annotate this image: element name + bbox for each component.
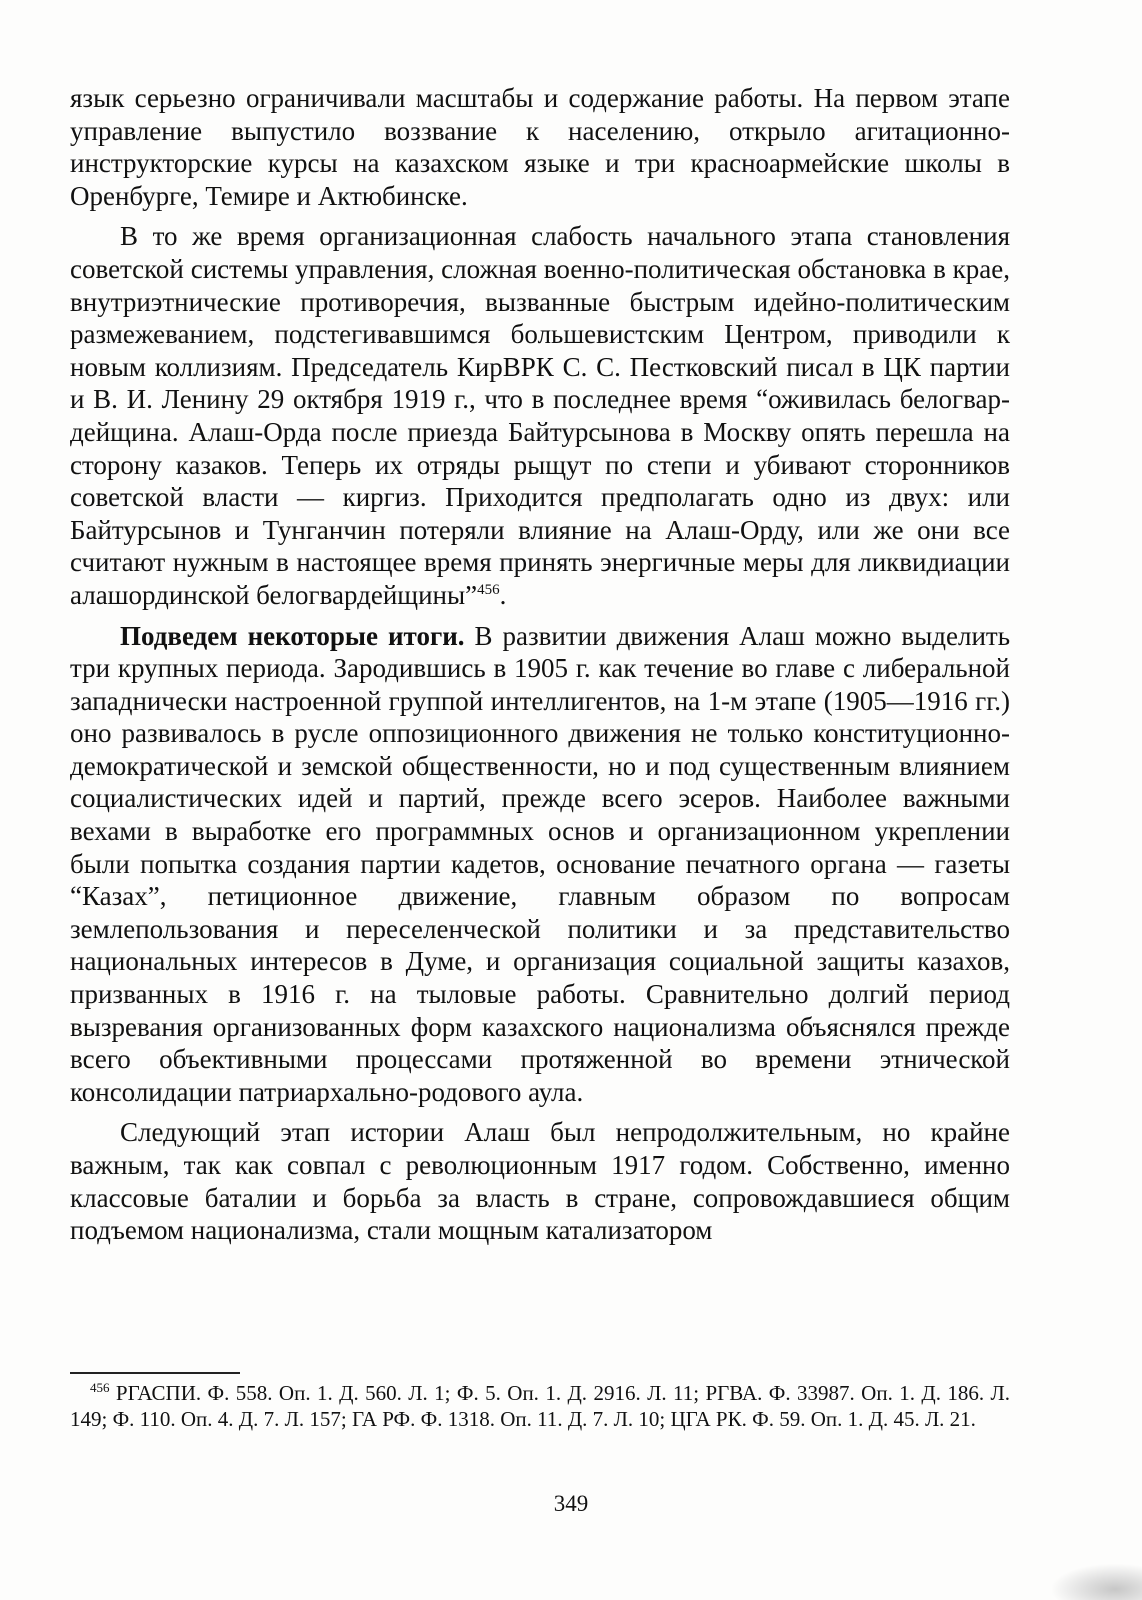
main-text — [70, 82, 1010, 1255]
summary-heading: Подведем некоторые итоги. — [120, 620, 465, 651]
paragraph-3-text: В развитии движения Алаш можно выделить три крупных периода. Зародившись в 1905 г. как течение во главе с либеральной западнически настроенной группой интеллигентов, на 1-м этапе (1905—1916 гг.) оно развивалось в русле оппозиционного движения не только конституционно-демократической и земской общественности, но и под существенным влиянием социалистических идей и партий, прежде всего эсеров. Наиболее важными вехами в выработке его программных основ и организационном укреплении были попытка создания партии кадетов, основание печатного органа — газеты “Казах”, петиционное движение, главным образом по вопросам землепользования и переселенческой политики и за представительство национальных интересов в Думе, и организация социальной защиты казахов, призванных в 1916 г. на тыловые работы. Сравнительно долгий период вызревания организованных форм казахского национализма объяснялся прежде всего объективными процессами протяженной во времени этнической консолидации патриархально-родового аула. — [70, 620, 1011, 1107]
footnote-number: 456 — [90, 1380, 110, 1395]
paragraph-2 — [70, 220, 1010, 611]
footnote-text: РГАСПИ. Ф. 558. Оп. 1. Д. 560. Л. 1; Ф. 5. Оп. 1. Д. 2916. Л. 11; РГВА. Ф. 33987. Оп. 1. Д. 186. Л. 149; Ф. 110. Оп. 4. Д. 7. Л. 157; ГА РФ. Ф. 1318. Оп. 11. Д. 7. Л. 10; ЦГА РК. Ф. 59. Оп. 1. Д. 45. Л. 21. — [70, 1381, 1010, 1431]
footnote — [70, 1380, 1010, 1432]
paragraph-1-text: язык серьезно ограничивали масштабы и содержание работы. На первом этапе управление выпустило воззвание к населению, открыло агитационно-инструкторские курсы на казахском языке и три красноармейские школы в Оренбурге, Темире и Актюбинске. — [70, 83, 1010, 211]
paragraph-2-text: В то же время организационная слабость начального этапа становления советской системы управления, сложная военно-политическая обстановка в крае, внутриэтнические противоречия, вызванные быстрым идейно-политическим размежеванием, подстегивавшимся большевистским Центром, приводили к новым коллизиям. Председатель КирВРК С. С. Пестковский писал в ЦК партии и В. И. Ленину 29 октября 1919 г., что в последнее время “оживилась белогвардейщина. Алаш-Орда после приезда Байтурсынова в Москву опять перешла на сторону казаков. Теперь их отряды рыщут по степи и убивают сторонников советской власти — киргиз. Приходится предполагать одно из двух: или Байтурсынов и Тунганчин потеряли влияние на Алаш-Орду, или же они все считают нужным в настоящее время принять энергичные меры для ликвидиации алашординской белогвардейщины” — [70, 221, 1010, 610]
paragraph-3 — [70, 620, 1010, 1109]
paragraph-2-tail: . — [499, 579, 507, 610]
footnote-reference: 456 — [477, 581, 500, 598]
paragraph-4 — [70, 1116, 1010, 1246]
paragraph-4-text: Следующий этап истории Алаш был непродолжительным, но крайне важным, так как совпал с революционным 1917 годом. Собственно, именно классовые баталии и борьба за власть в стране, сопровождавшиеся общим подъемом национализма, стали мощным катализатором — [70, 1117, 1010, 1246]
footnote-divider — [70, 1372, 240, 1374]
page-number: 349 — [553, 1491, 589, 1516]
paragraph-1 — [70, 82, 1010, 212]
scan-smudge — [1052, 1564, 1142, 1600]
